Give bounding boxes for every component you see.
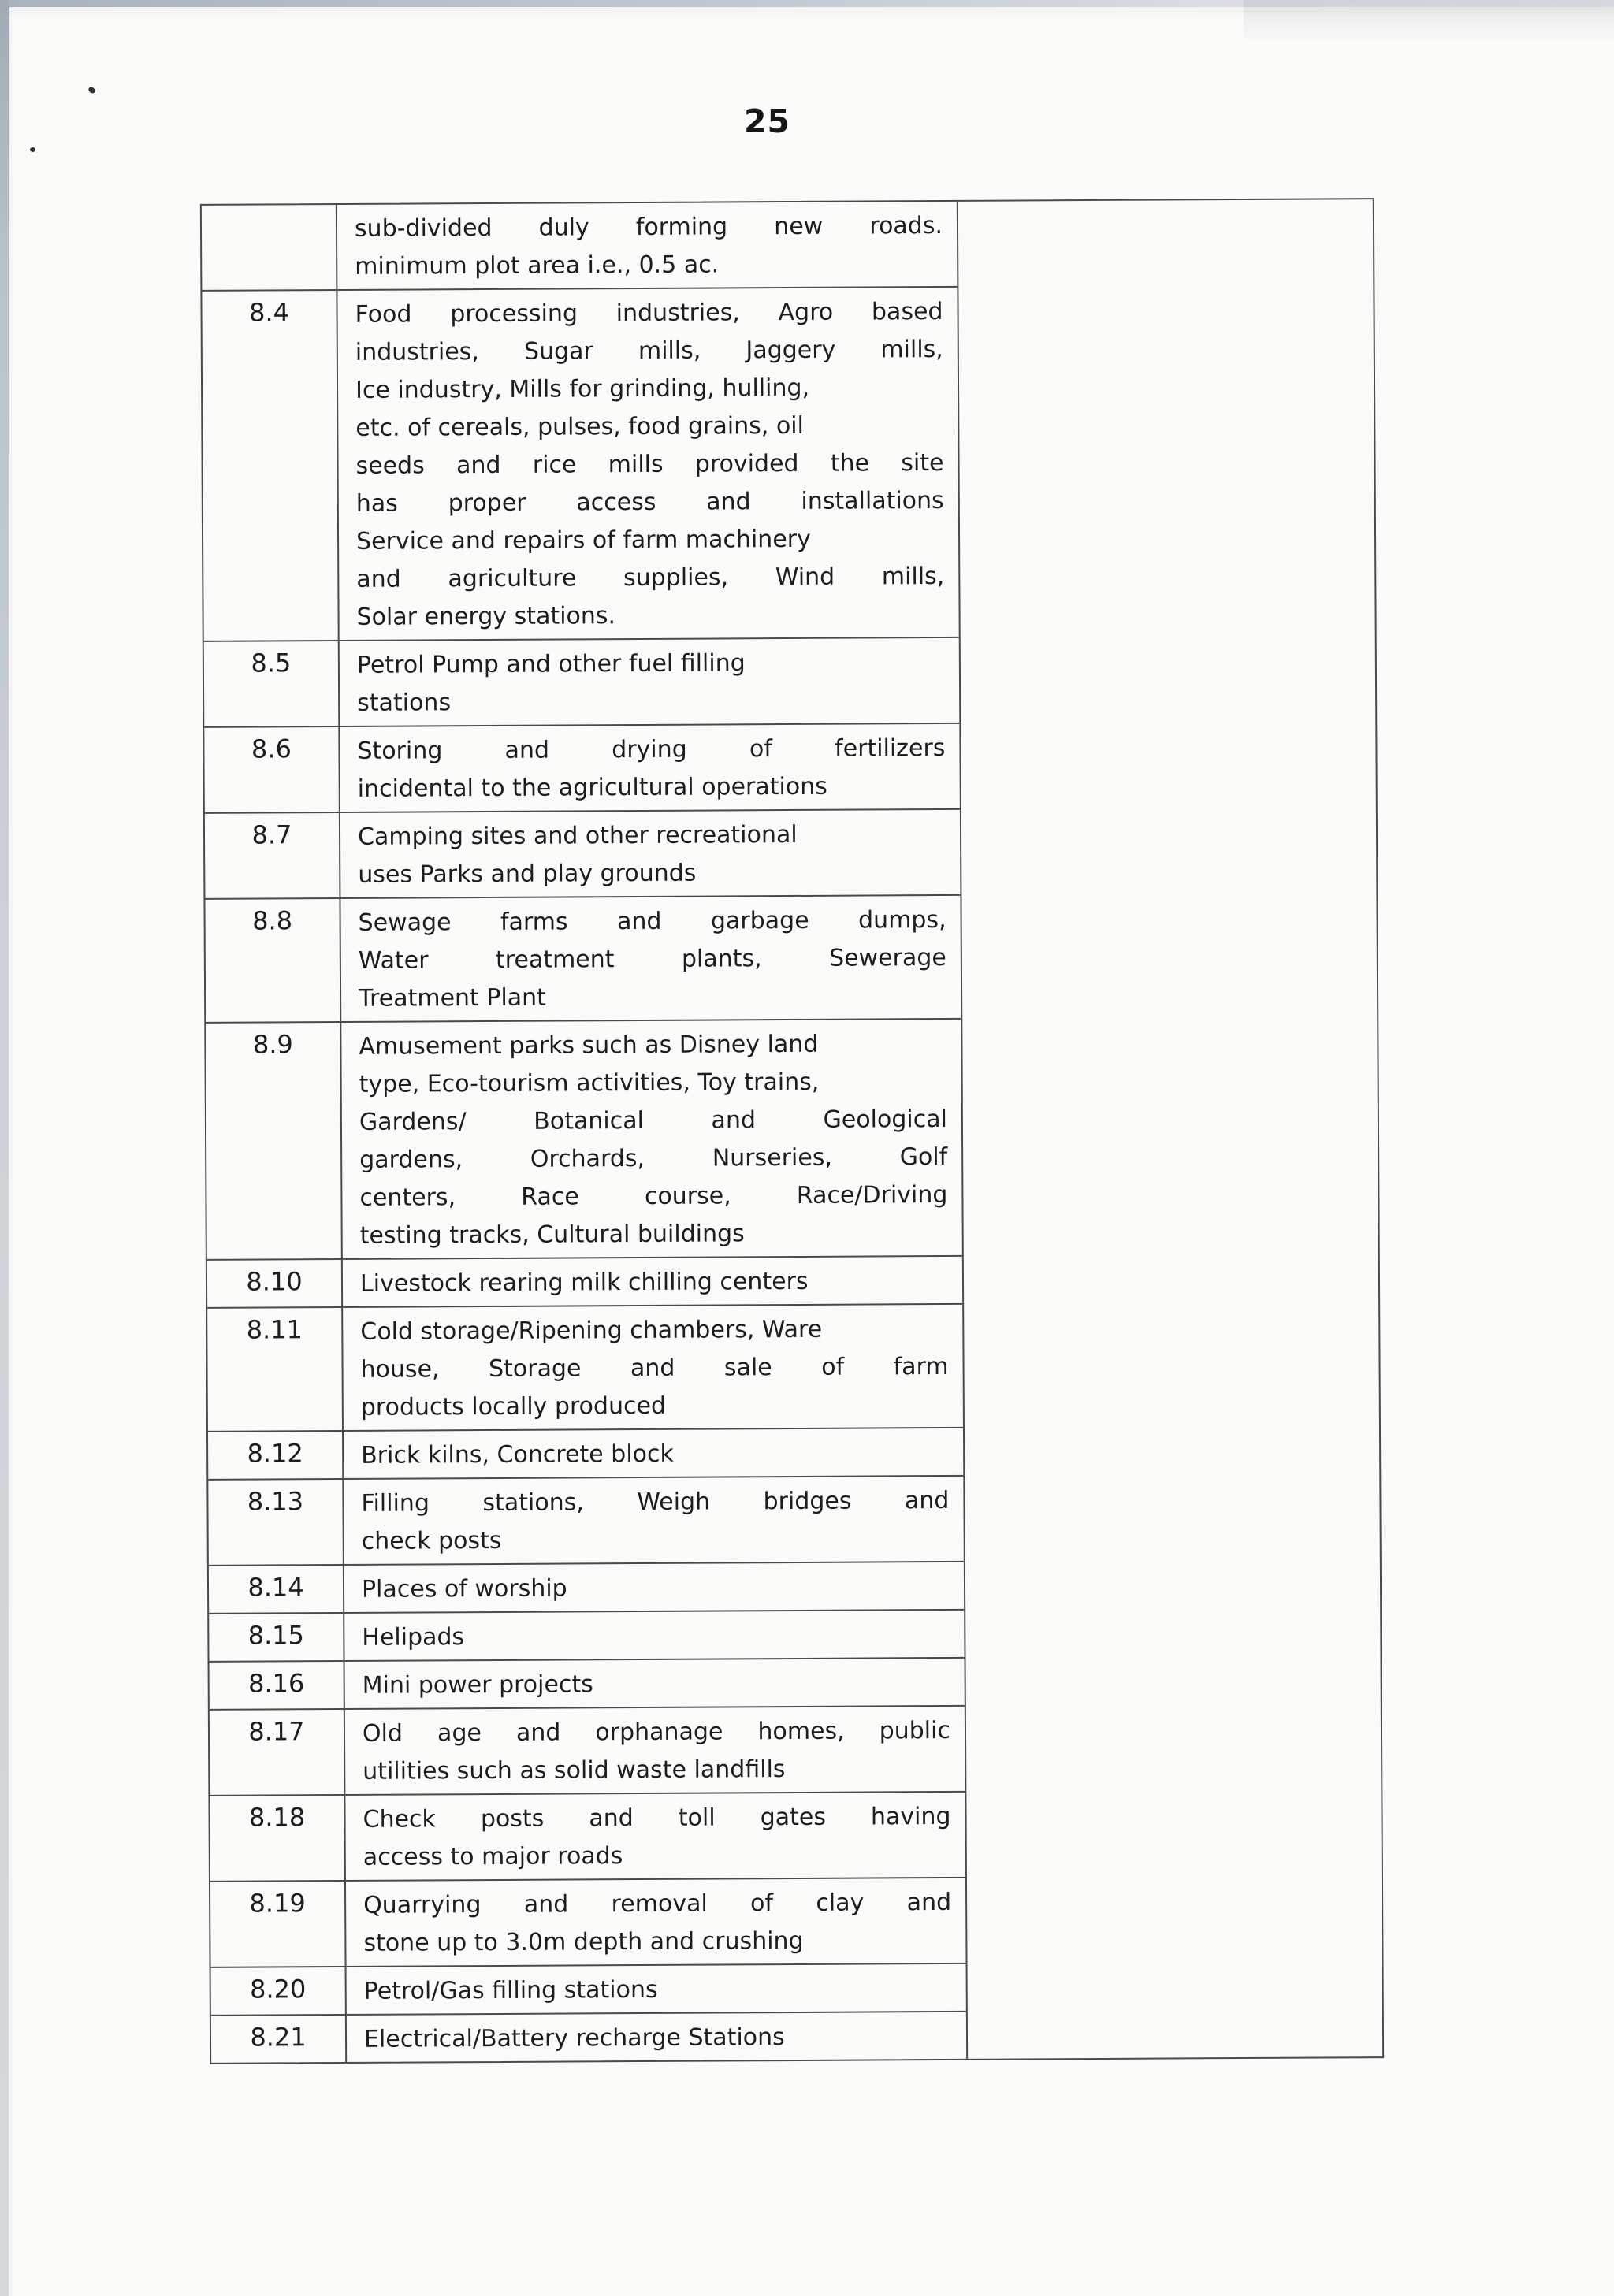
word: Water xyxy=(358,946,429,975)
word: Weigh xyxy=(637,1488,711,1517)
word: and xyxy=(706,488,751,516)
row-description-cell xyxy=(340,896,961,1021)
row-number-cell: 8.5 xyxy=(204,641,340,726)
word: clay xyxy=(816,1889,865,1917)
description-line: Mini power projects xyxy=(362,1670,593,1700)
row-description-cell xyxy=(346,1878,966,1966)
word: Wind xyxy=(775,563,835,592)
row-description-cell xyxy=(347,2012,966,2062)
scan-speck xyxy=(30,147,35,152)
word: Race/Driving xyxy=(796,1180,948,1209)
word: Storage xyxy=(488,1354,582,1384)
word: duly xyxy=(538,214,589,242)
word: sale xyxy=(723,1354,772,1382)
row-description-cell xyxy=(344,1611,964,1660)
word: homes, xyxy=(757,1717,845,1746)
word: Orchards, xyxy=(530,1144,645,1173)
description-line xyxy=(359,1176,947,1217)
table-row xyxy=(210,1793,965,1882)
row-number-cell: 8.6 xyxy=(204,727,340,812)
word: centers, xyxy=(359,1183,456,1212)
table-row xyxy=(202,202,958,292)
word: Gardens/ xyxy=(359,1108,467,1136)
description-line: utilities such as solid waste landfills xyxy=(363,1755,786,1785)
word: access xyxy=(576,488,656,517)
word: garbage xyxy=(710,906,809,935)
description-line: testing tracks, Cultural buildings xyxy=(359,1220,745,1250)
row-description-cell xyxy=(344,1562,964,1612)
description-line: Solar energy stations. xyxy=(356,602,616,631)
table-row xyxy=(208,1477,964,1566)
word: mills, xyxy=(638,336,701,366)
word: industries, xyxy=(615,299,740,328)
word: based xyxy=(871,297,943,326)
word: bridges xyxy=(763,1487,852,1516)
word: Check xyxy=(363,1805,436,1833)
description-line: Helipads xyxy=(362,1623,465,1651)
description-line: type, Eco-tourism activities, Toy trains, xyxy=(359,1068,820,1098)
word: having xyxy=(870,1802,951,1831)
description-line xyxy=(359,1139,947,1180)
description-line xyxy=(355,331,943,372)
word: Golf xyxy=(899,1142,948,1172)
word: Jaggery xyxy=(746,336,836,365)
word: site xyxy=(901,448,944,477)
table-row xyxy=(209,1611,964,1663)
word: Old xyxy=(362,1719,404,1748)
word: Quarrying xyxy=(363,1891,482,1919)
row-description-cell xyxy=(347,1964,966,2014)
table-row xyxy=(210,1659,965,1711)
row-description-cell xyxy=(340,638,960,726)
word: and xyxy=(906,1888,952,1917)
scan-speck xyxy=(87,86,96,95)
word: rice xyxy=(532,451,577,479)
word: and xyxy=(356,565,401,593)
description-line: Livestock rearing milk chilling centers xyxy=(359,1267,809,1298)
word: forming xyxy=(635,213,728,242)
row-number-cell: 8.15 xyxy=(209,1614,344,1661)
row-number-cell: 8.9 xyxy=(206,1023,343,1259)
description-line xyxy=(363,1798,950,1839)
row-description-cell xyxy=(343,1305,963,1430)
word: drying xyxy=(612,735,687,764)
word: Storing xyxy=(357,737,443,765)
word: Botanical xyxy=(534,1106,644,1135)
word: removal xyxy=(611,1889,708,1919)
word: house, xyxy=(360,1355,440,1384)
word: and xyxy=(904,1486,950,1515)
description-line: minimum plot area i.e., 0.5 ac. xyxy=(355,251,720,280)
word: of xyxy=(750,1889,774,1918)
row-number-cell: 8.18 xyxy=(210,1796,346,1881)
row-number-cell: 8.13 xyxy=(208,1480,344,1565)
table-rows xyxy=(202,202,968,2063)
word: orphanage xyxy=(595,1718,723,1747)
word: Nurseries, xyxy=(712,1143,833,1172)
word: and xyxy=(504,736,550,764)
description-line xyxy=(358,901,946,942)
word: sub-divided xyxy=(354,214,493,243)
description-line: Cold storage/Ripening chambers, Ware xyxy=(360,1315,823,1346)
word: and xyxy=(515,1718,561,1747)
description-line: check posts xyxy=(361,1526,502,1555)
row-number-cell: 8.7 xyxy=(205,813,341,898)
row-description-cell xyxy=(337,288,958,640)
word: Sugar xyxy=(523,337,593,366)
word: Race xyxy=(521,1183,579,1211)
row-description-cell xyxy=(344,1428,963,1478)
word: Geological xyxy=(823,1105,947,1134)
row-number-cell: 8.16 xyxy=(210,1662,345,1709)
table-row xyxy=(207,1257,962,1309)
word: proper xyxy=(448,489,526,518)
description-line xyxy=(360,1348,948,1389)
row-number-cell: 8.14 xyxy=(209,1566,344,1613)
table-row xyxy=(206,1020,962,1261)
table-row xyxy=(205,810,961,900)
word: new xyxy=(774,212,824,241)
word: toll xyxy=(678,1804,716,1832)
description-line xyxy=(359,1101,947,1142)
row-description-cell xyxy=(343,1257,962,1306)
word: provided xyxy=(694,449,799,478)
word: of xyxy=(749,735,773,763)
table-row xyxy=(207,1305,963,1432)
description-line: Treatment Plant xyxy=(359,983,546,1012)
row-number-cell: 8.11 xyxy=(207,1308,344,1431)
word: gardens, xyxy=(359,1146,463,1174)
word: public xyxy=(879,1716,951,1745)
word: and xyxy=(616,907,662,936)
word: processing xyxy=(450,299,578,329)
empty-remarks-column xyxy=(958,199,1382,2059)
word: Food xyxy=(355,300,412,329)
permitted-uses-table xyxy=(200,198,1384,2064)
row-number-cell: 8.17 xyxy=(210,1710,346,1795)
table-row xyxy=(211,2012,966,2063)
description-line: Ice industry, Mills for grinding, hulling, xyxy=(355,373,810,404)
word: roads. xyxy=(869,211,943,240)
word: mills xyxy=(608,450,664,479)
row-number-cell: 8.4 xyxy=(202,291,339,641)
word: Agro xyxy=(778,298,834,327)
description-line xyxy=(355,444,943,485)
word: the xyxy=(830,449,870,477)
table-row xyxy=(204,638,960,728)
word: and xyxy=(630,1354,675,1383)
row-description-cell xyxy=(341,1020,962,1258)
row-number-cell: 8.21 xyxy=(211,2016,347,2063)
scan-corner-shadow xyxy=(1244,0,1614,43)
description-line xyxy=(357,730,945,771)
table-row xyxy=(208,1428,963,1481)
word: installations xyxy=(801,486,944,515)
table-row xyxy=(205,896,961,1024)
word: farm xyxy=(893,1352,949,1381)
word: mills, xyxy=(880,335,943,364)
table-row xyxy=(204,724,960,814)
scan-edge-left xyxy=(0,0,9,2296)
description-line xyxy=(363,1712,950,1753)
row-description-cell xyxy=(340,810,961,897)
word: plants, xyxy=(681,945,762,973)
word: Sewage xyxy=(358,908,452,937)
word: treatment xyxy=(495,946,615,974)
description-line: access to major roads xyxy=(363,1842,623,1871)
row-description-cell xyxy=(345,1707,965,1794)
description-line: Places of worship xyxy=(361,1574,567,1603)
description-line xyxy=(356,558,944,599)
description-line: Brick kilns, Concrete block xyxy=(361,1440,674,1469)
table-row xyxy=(211,1964,966,2016)
table-row xyxy=(209,1562,964,1614)
row-description-cell xyxy=(340,724,960,812)
page-number: 25 xyxy=(744,102,791,140)
row-description-cell xyxy=(344,1477,964,1564)
word: stations, xyxy=(482,1488,584,1518)
word: fertilizers xyxy=(835,734,946,763)
word: and xyxy=(589,1804,634,1833)
word: dumps, xyxy=(857,905,946,934)
description-line: stations xyxy=(357,689,452,717)
description-line: stone up to 3.0m depth and crushing xyxy=(363,1926,804,1957)
description-line xyxy=(356,482,944,523)
description-line: etc. of cereals, pulses, food grains, oil xyxy=(355,411,805,442)
description-line xyxy=(355,293,943,334)
word: posts xyxy=(480,1804,545,1833)
word: and xyxy=(523,1890,569,1919)
row-description-cell xyxy=(337,202,958,289)
row-number-cell: 8.10 xyxy=(207,1260,343,1307)
word: farms xyxy=(500,908,568,936)
word: supplies, xyxy=(623,563,729,593)
description-line xyxy=(359,939,946,980)
description-line: uses Parks and play grounds xyxy=(358,859,697,889)
word: Sewerage xyxy=(829,943,946,972)
word: age xyxy=(437,1719,482,1748)
table-row xyxy=(210,1707,965,1796)
row-description-cell xyxy=(345,1659,965,1708)
word: agriculture xyxy=(448,564,577,593)
row-number-cell: 8.19 xyxy=(210,1882,347,1967)
description-line: Amusement parks such as Disney land xyxy=(359,1030,819,1061)
word: of xyxy=(821,1353,845,1381)
word: and xyxy=(456,451,501,480)
word: has xyxy=(355,489,398,518)
row-number-cell: 8.8 xyxy=(205,899,341,1022)
description-line: Petrol/Gas filling stations xyxy=(363,1975,658,2005)
description-line: incidental to the agricultural operations xyxy=(357,772,827,803)
word: seeds xyxy=(355,451,425,480)
row-number-cell: 8.12 xyxy=(208,1432,344,1479)
word: Filling xyxy=(361,1489,430,1518)
table-row xyxy=(202,288,958,642)
description-line: Camping sites and other recreational xyxy=(357,820,798,851)
word: gates xyxy=(760,1803,827,1832)
row-number-cell: 8.20 xyxy=(211,1967,347,2015)
word: mills, xyxy=(881,562,945,591)
description-line xyxy=(363,1884,951,1925)
description-line: products locally produced xyxy=(360,1391,667,1421)
word: industries, xyxy=(355,338,480,366)
description-line xyxy=(361,1482,949,1523)
word: course, xyxy=(644,1182,731,1210)
word: and xyxy=(711,1106,757,1135)
description-line: Service and repairs of farm machinery xyxy=(355,525,811,555)
row-number-cell xyxy=(202,205,338,290)
table-row xyxy=(210,1878,966,1968)
description-line: Electrical/Battery recharge Stations xyxy=(363,2023,785,2053)
description-line: Petrol Pump and other fuel filling xyxy=(356,649,746,679)
row-description-cell xyxy=(345,1793,965,1880)
description-line xyxy=(355,207,943,248)
